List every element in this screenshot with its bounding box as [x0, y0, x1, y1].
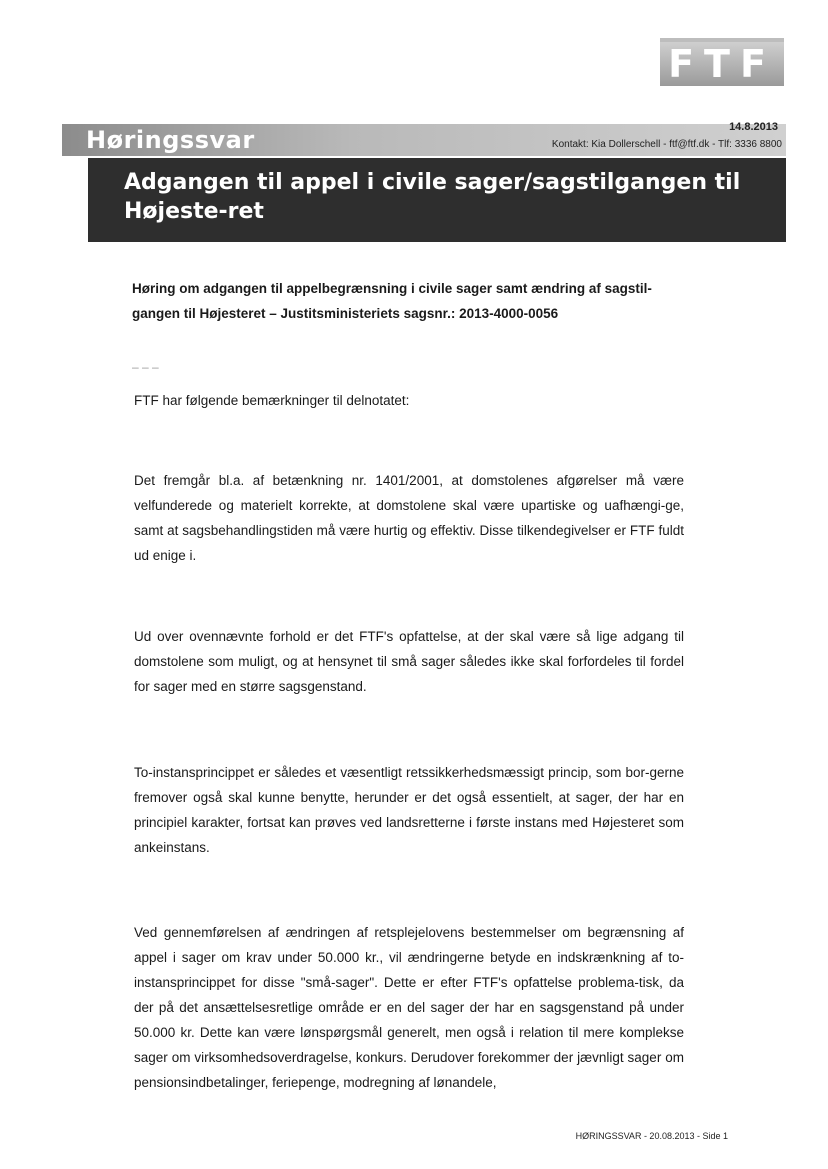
page-title: Adgangen til appel i civile sager/sagstilgangen til Højeste-ret: [124, 170, 741, 224]
page-footer: HØRINGSSVAR - 20.08.2013 - Side 1: [575, 1131, 728, 1141]
paragraph-1: Det fremgår bl.a. af betænkning nr. 1401/2001, at domstolenes afgørelser må være velfunderede og materielt korrekte, at domstolene skal være upartiske og uafhængi-ge, samt at sagsbehandlingstiden må være hurtig og effektiv. Disse tilkendegivelser er FTF fuldt ud enige i.: [134, 473, 684, 563]
ftf-logo: FTF: [660, 38, 784, 86]
document-date: 14.8.2013: [729, 121, 778, 133]
contact-line: Kontakt: Kia Dollerschell - ftf@ftf.dk - Tlf: 3336 8800: [551, 139, 782, 150]
section-divider: – – –: [132, 360, 159, 374]
paragraph-3: To-instansprincippet er således et væsentligt retssikkerhedsmæssigt princip, som bor-gerne fremover også skal kunne benytte, herunder er det også essentielt, at sager, der har en principiel karakter, fortsat kan prøves ved landsretterne i første instans med Højesteret som ankeinstans.: [134, 765, 684, 855]
subject-heading: Høring om adgangen til appelbegrænsning i civile sager samt ændring af sagstil-gangen til Højesteret – Justitsministeriets sagsnr.: 2013-4000-0056: [132, 281, 652, 321]
paragraph-intro: FTF har følgende bemærkninger til delnotatet:: [134, 393, 410, 408]
paragraph-2: Ud over ovennævnte forhold er det FTF's opfattelse, at der skal være så lige adgang til domstolene som muligt, og at hensynet til små sager således ikke skal forfordeles til fordel for sager med en større sagsgenstand.: [134, 629, 684, 694]
document-type-label: Høringssvar: [86, 126, 255, 154]
paragraph-4: Ved gennemførelsen af ændringen af retsplejelovens bestemmelser om begrænsning af appel i sager om krav under 50.000 kr., vil ændringerne betyde en indskrænkning af to-instansprincippet for disse "små-sager". Dette er efter FTF's opfattelse problema-tisk, da der på det ansættelsesretlige område er en del sager der har en sagsgenstand på under 50.000 kr. Dette kan være lønspørgsmål generelt, men også i relation til mere komplekse sager om virksomhedsoverdragelse, konkurs. Derudover forekommer der jævnligt sager om pensionsindbetalinger, feriepenge, modregning af lønandele,: [134, 925, 684, 1090]
